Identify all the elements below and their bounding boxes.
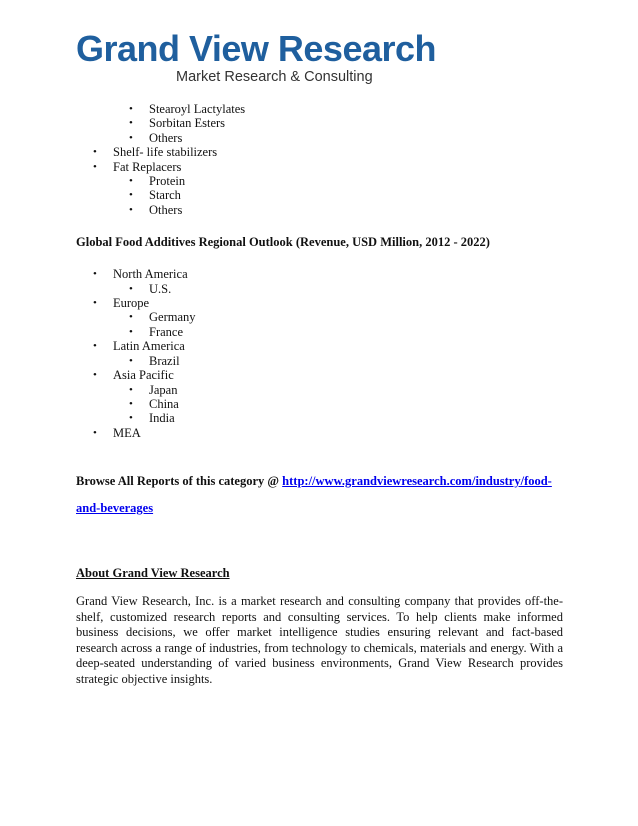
list-item-label: Asia Pacific (113, 368, 174, 383)
regional-outlook-heading: Global Food Additives Regional Outlook (Revenue, USD Million, 2012 - 2022) (76, 235, 490, 250)
logo-subtitle: Market Research & Consulting (176, 69, 373, 85)
list-item-label: Sorbitan Esters (149, 116, 226, 131)
list-item (113, 339, 563, 368)
list-item-label: France (149, 324, 184, 339)
sub-list-item (149, 131, 563, 145)
sub-list-item (149, 116, 563, 130)
additive-type-list (76, 145, 563, 217)
category-link-continued[interactable]: and-beverages (76, 501, 154, 516)
category-link[interactable]: http://www.grandviewresearch.com/industry/food- (282, 474, 552, 489)
list-item-label: MEA (113, 425, 141, 440)
sub-list (113, 174, 563, 217)
sub-list-item (149, 102, 563, 116)
list-item-label: China (149, 396, 179, 411)
list-item-label: Starch (149, 188, 181, 203)
list-item-label: Latin America (113, 339, 185, 354)
browse-prefix: Browse All Reports of this category @ (76, 474, 280, 489)
list-item-label: Germany (149, 310, 196, 325)
browse-reports-line (76, 474, 563, 488)
list-item (113, 160, 563, 218)
list-item (113, 296, 563, 339)
sub-list-item (149, 354, 563, 368)
logo-title: Grand View Research (76, 28, 437, 69)
about-heading: About Grand View Research (76, 566, 230, 581)
list-item (113, 368, 563, 426)
sub-list (113, 383, 563, 426)
list-item (113, 145, 563, 159)
sub-list-item (149, 174, 563, 188)
list-item-label: North America (113, 267, 188, 282)
sub-list (113, 354, 563, 368)
sub-list-item (149, 411, 563, 425)
list-item-label: Shelf- life stabilizers (113, 145, 218, 160)
list-item-label: Fat Replacers (113, 159, 182, 174)
sub-list-item (149, 383, 563, 397)
list-item-label: Europe (113, 296, 150, 311)
company-logo (76, 30, 436, 85)
list-item-label: U.S. (149, 281, 172, 296)
list-item-label: Protein (149, 174, 186, 189)
sub-list (113, 282, 563, 296)
sub-list-item (149, 310, 563, 324)
list-item-label: India (149, 411, 175, 426)
sub-list (113, 310, 563, 339)
continued-sublist (149, 102, 563, 145)
sub-list-item (149, 397, 563, 411)
list-item (113, 426, 563, 440)
list-item (113, 267, 563, 296)
list-item-label: Others (149, 130, 183, 145)
list-item-label: Brazil (149, 353, 180, 368)
list-item-label: Others (149, 202, 183, 217)
list-item-label: Japan (149, 382, 178, 397)
sub-list-item (149, 282, 563, 296)
sub-list-item (149, 188, 563, 202)
region-list (76, 267, 563, 440)
list-item-label: Stearoyl Lactylates (149, 102, 246, 116)
sub-list-item (149, 203, 563, 217)
sub-list-item (149, 325, 563, 339)
document-body (76, 102, 563, 687)
about-paragraph: Grand View Research, Inc. is a market research and consulting company that provides off-the-shelf, customized research reports and consulting services. To help clients make informed business decisions, we offer market intelligence studies ensuring relevant and fact-based research across a range of industries, from technology to chemicals, materials and energy. With a deep-seated understanding of varied business environments, Grand View Research provides strategic objective insights. (76, 594, 563, 686)
